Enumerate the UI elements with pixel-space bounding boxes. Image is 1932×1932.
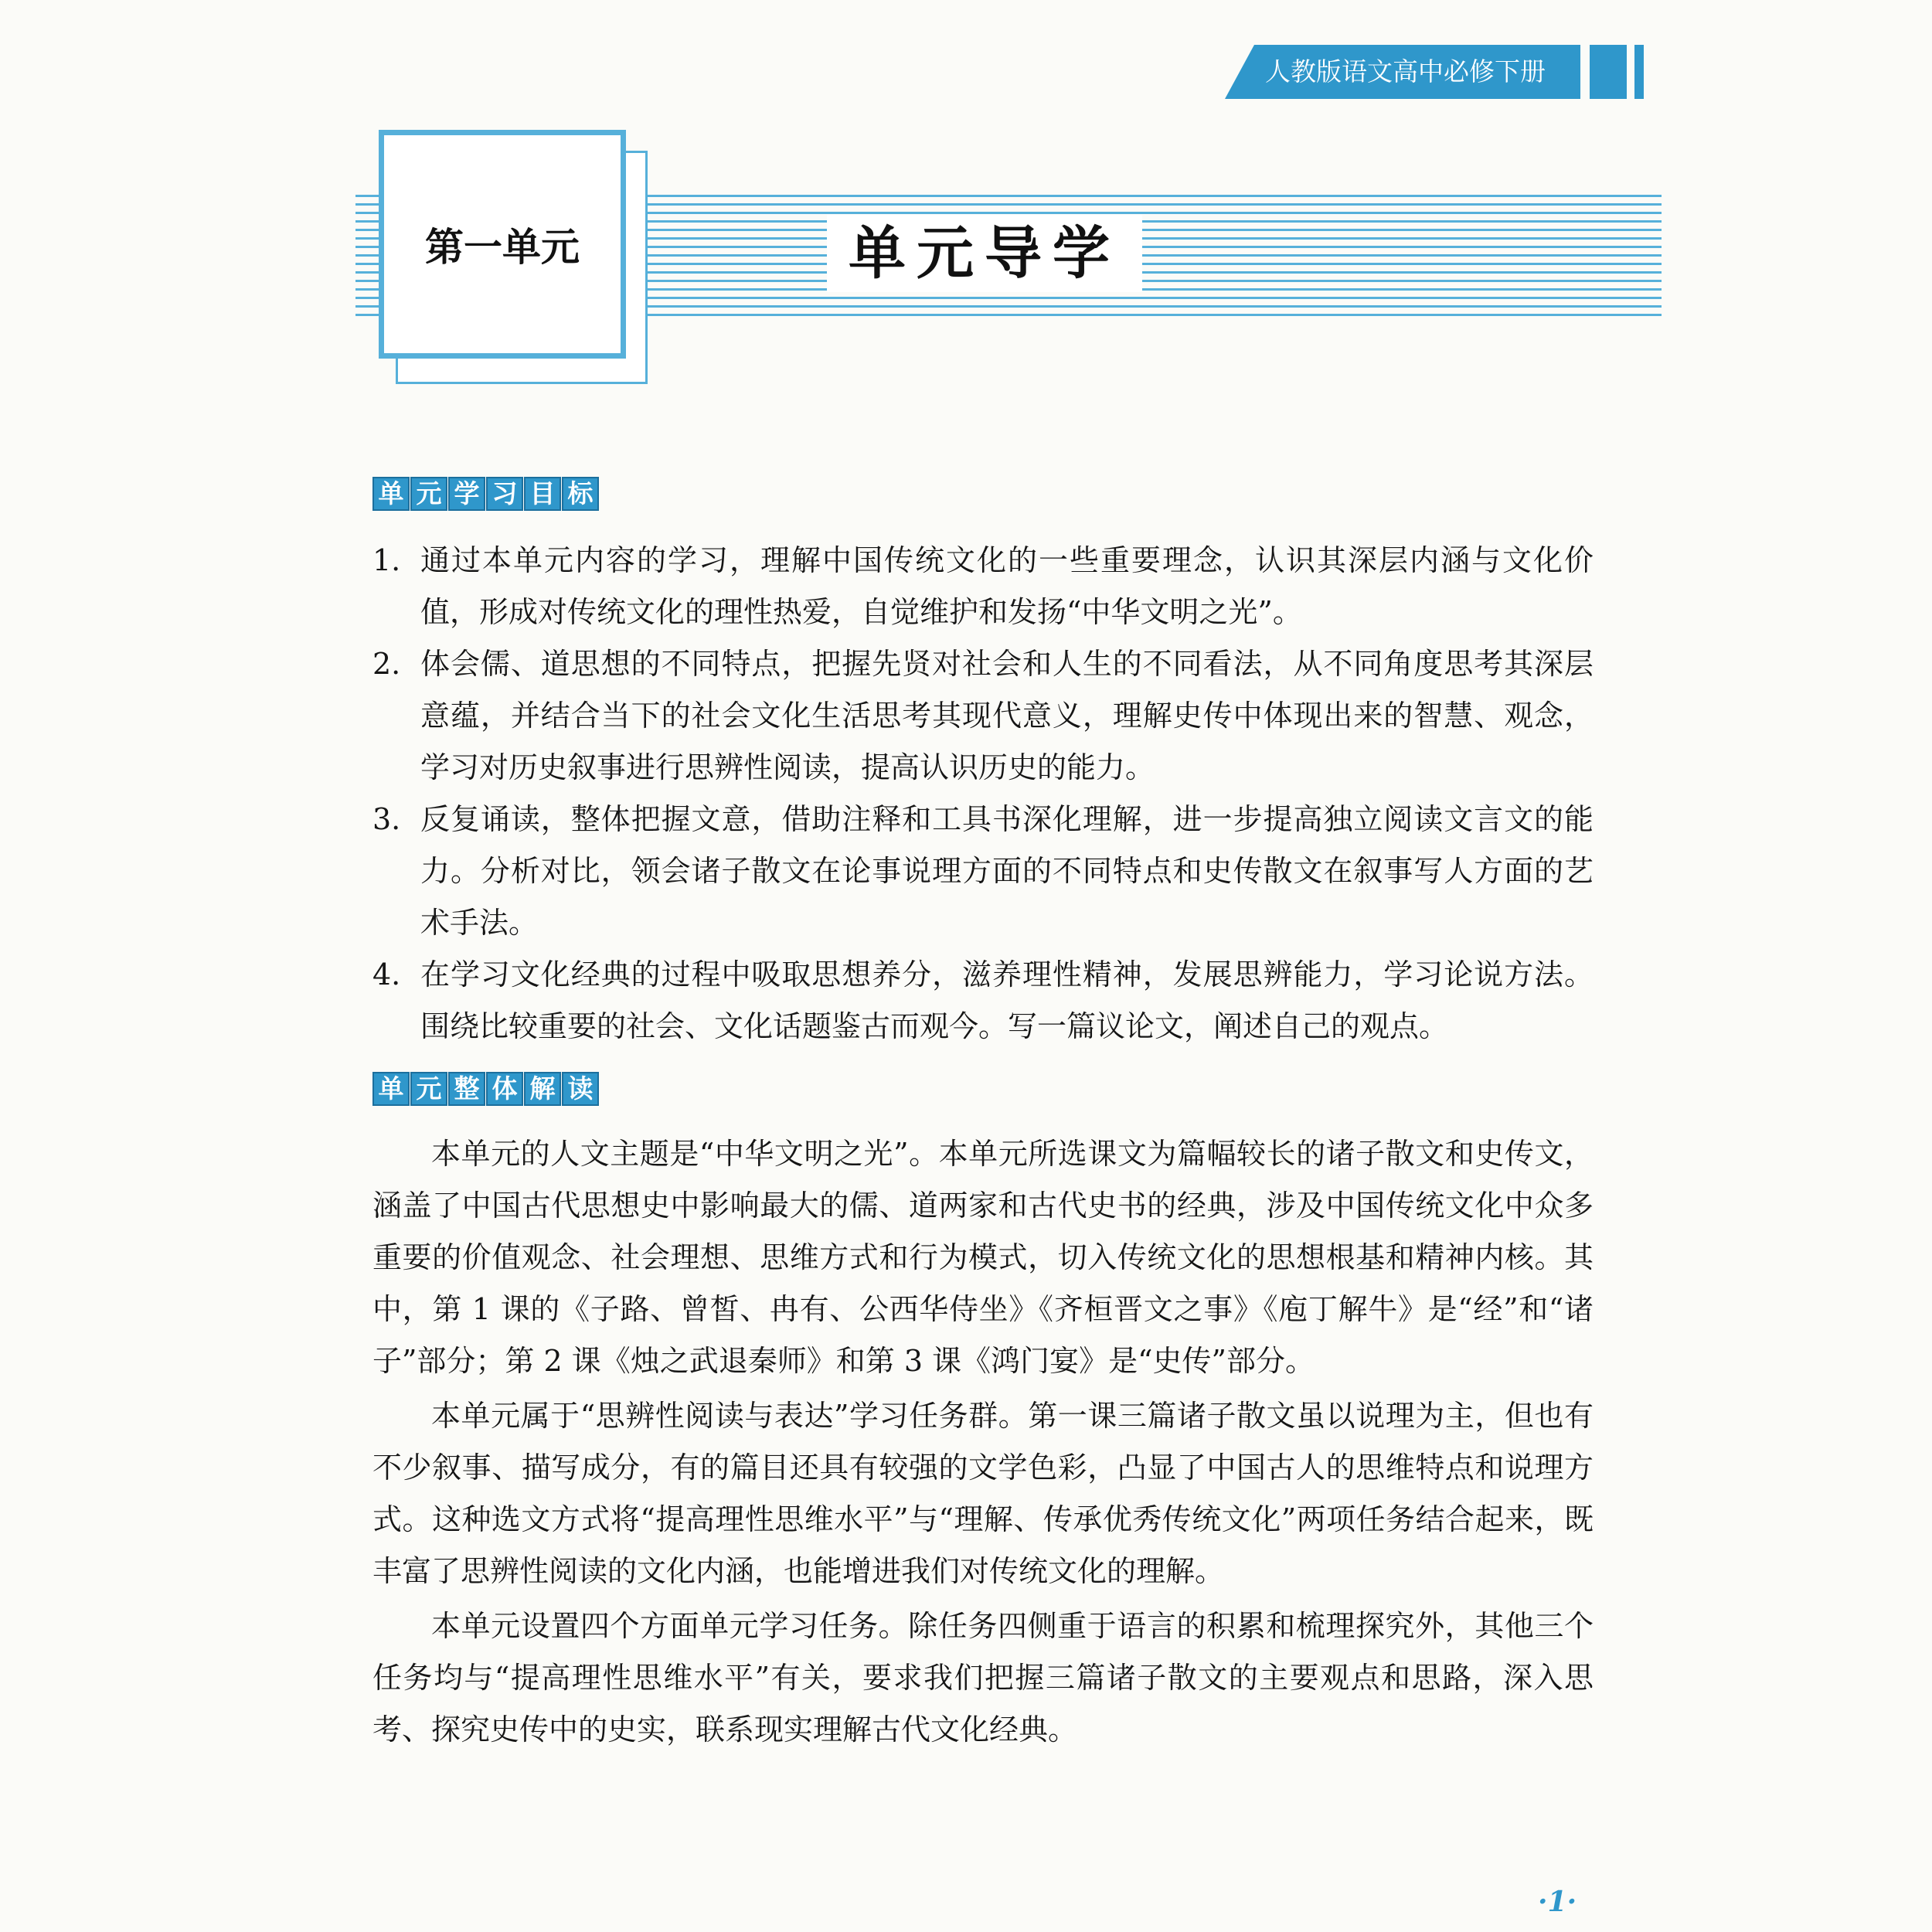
objectives-heading [372,477,599,511]
heading-char: 体 [486,1072,523,1106]
objectives-list [372,535,1594,1053]
header-block [1590,45,1627,99]
objective-text: 体会儒、道思想的不同特点，把握先贤对社会和人生的不同看法，从不同角度思考其深层意蕴，并结合当下的社会文化生活思考其现代意义，理解史传中体现出来的智慧、观念，学习对历史叙事进行思辨性阅读，提高认识历史的能力。 [420,647,1594,784]
unit-label: 第一单元 [425,225,580,270]
objective-number: 3. [372,802,401,836]
header-block [1634,45,1644,99]
reading-body [372,1128,1594,1759]
objective-text: 反复诵读，整体把握文意，借助注释和工具书深化理解，进一步提高独立阅读文言文的能力。分析对比，领会诸子散文在论事说理方面的不同特点和史传散文在叙事写人方面的艺术手法。 [420,802,1594,940]
heading-char: 解 [524,1072,561,1106]
objective-item [372,949,1594,1053]
unit-box [379,130,626,359]
heading-char: 目 [524,477,561,511]
heading-char: 标 [562,477,599,511]
objective-item [372,638,1594,794]
book-header [1225,45,1658,99]
page-number: ·1· [1538,1886,1577,1918]
objective-item [372,535,1594,638]
page-title: 单元导学 [827,215,1142,292]
heading-char: 元 [410,477,447,511]
objective-number: 1. [372,543,401,577]
reading-heading [372,1072,599,1106]
objective-text: 通过本单元内容的学习，理解中国传统文化的一些重要理念，认识其深层内涵与文化价值，形成对传统文化的理性热爱，自觉维护和发扬“中华文明之光”。 [420,543,1594,629]
heading-char: 习 [486,477,523,511]
heading-char: 元 [410,1072,447,1106]
heading-char: 整 [448,1072,485,1106]
reading-paragraph: 本单元的人文主题是“中华文明之光”。本单元所选课文为篇幅较长的诸子散文和史传文，涵盖了中国古代思想史中影响最大的儒、道两家和古代史书的经典，涉及中国传统文化中众多重要的价值观念、社会理想、思维方式和行为模式，切入传统文化的思想根基和精神内核。其中，第 1 课的《子路、曾皙、冉有、公西华侍坐》《齐桓晋文之事》《庖丁解牛》是“经”和“诸子”部分；第 2 课《烛之武退秦师》和第 3 课《鸿门宴》是“史传”部分。 [372,1137,1594,1378]
objective-item [372,794,1594,949]
objective-number: 2. [372,647,401,681]
objective-number: 4. [372,957,401,992]
heading-char: 读 [562,1072,599,1106]
book-title: 人教版语文高中必修下册 [1265,56,1546,87]
unit-title-area [355,130,1662,385]
reading-paragraph: 本单元设置四个方面单元学习任务。除任务四侧重于语言的积累和梳理探究外，其他三个任务均与“提高理性思维水平”有关，要求我们把握三篇诸子散文的主要观点和思路，深入思考、探究史传中的史实，联系现实理解古代文化经典。 [372,1609,1594,1747]
reading-paragraph: 本单元属于“思辨性阅读与表达”学习任务群。第一课三篇诸子散文虽以说理为主，但也有不少叙事、描写成分，有的篇目还具有较强的文学色彩，凸显了中国古人的思维特点和说理方式。这种选文方式将“提高理性思维水平”与“理解、传承优秀传统文化”两项任务结合起来，既丰富了思辨性阅读的文化内涵，也能增进我们对传统文化的理解。 [372,1399,1594,1588]
objective-text: 在学习文化经典的过程中吸取思想养分，滋养理性精神，发展思辨能力，学习论说方法。围绕比较重要的社会、文化话题鉴古而观今。写一篇议论文，阐述自己的观点。 [420,957,1594,1043]
heading-char: 单 [372,1072,410,1106]
heading-char: 单 [372,477,410,511]
heading-char: 学 [448,477,485,511]
